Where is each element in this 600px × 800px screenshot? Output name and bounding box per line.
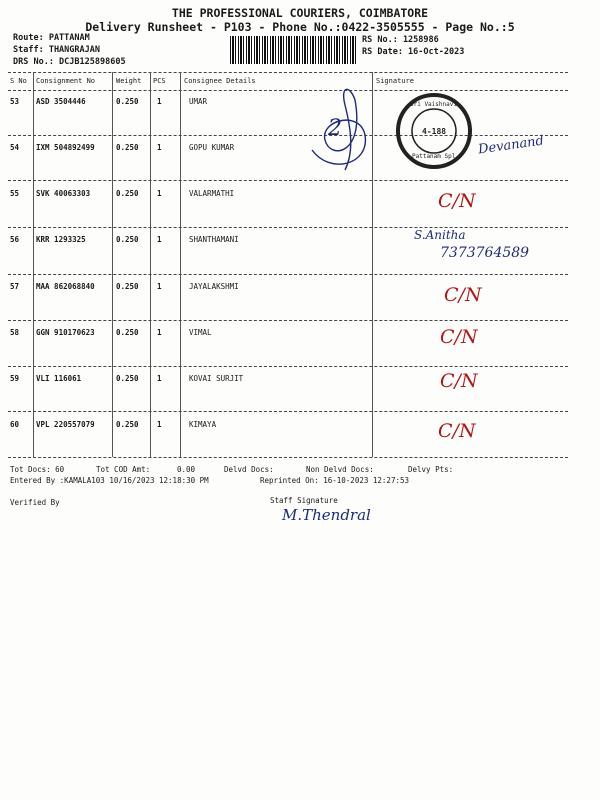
- column-header-consignment: Consignment No: [36, 77, 96, 85]
- row-weight: 0.250: [116, 189, 139, 198]
- row-divider: [8, 227, 568, 228]
- row-pcs: 1: [157, 374, 162, 383]
- row-consignee: KOVAI SURJIT: [189, 374, 244, 383]
- page-subtitle: Delivery Runsheet - P103 - Phone No.:0422-3505555 - Page No.:5: [85, 20, 515, 34]
- handwritten-phone-row56: 7373764589: [440, 245, 530, 261]
- total-docs: Tot Docs: 60: [10, 465, 65, 474]
- row-sno: 58: [10, 328, 20, 337]
- row-weight: 0.250: [116, 97, 139, 106]
- row-weight: 0.250: [116, 143, 139, 152]
- row-consignment: VPL 220557079: [36, 420, 95, 429]
- row-weight: 0.250: [116, 235, 139, 244]
- handwritten-circled-number: 2: [328, 116, 342, 141]
- row-pcs: 1: [157, 328, 162, 337]
- cn-mark-row55: C/N: [438, 190, 476, 212]
- row-divider: [8, 320, 568, 321]
- rs-date: RS Date: 16-Oct-2023: [362, 47, 465, 57]
- staff-signature-handwritten: M.Thendral: [282, 506, 371, 524]
- handwritten-name-row56: S.Anitha: [414, 228, 466, 242]
- total-cod-value: 0.00: [177, 465, 196, 474]
- row-weight: 0.250: [116, 374, 139, 383]
- row-weight: 0.250: [116, 328, 139, 337]
- row-sno: 59: [10, 374, 20, 383]
- row-sno: 54: [10, 143, 20, 152]
- reprinted-on: Reprinted On: 16-10-2023 12:27:53: [260, 476, 410, 485]
- row-consignee: KIMAYA: [189, 420, 217, 429]
- row-sno: 60: [10, 420, 20, 429]
- stamp-text-bottom: Pattanam Spl: [412, 153, 456, 160]
- row-pcs: 1: [157, 420, 162, 429]
- row-pcs: 1: [157, 97, 162, 106]
- staff-signature-label: Staff Signature: [270, 496, 338, 505]
- handwritten-signature-row54: Devanand: [477, 133, 545, 158]
- barcode-image: [230, 36, 358, 64]
- page-title: THE PROFESSIONAL COURIERS, COIMBATORE: [171, 6, 429, 20]
- table-top-rule: [8, 72, 568, 73]
- row-consignee: GOPU KUMAR: [189, 143, 235, 152]
- total-cod-label: Tot COD Amt:: [96, 465, 151, 474]
- column-header-signature: Signature: [376, 77, 414, 85]
- table-header-rule: [8, 90, 568, 91]
- column-header-weight: Weight: [116, 77, 142, 85]
- row-weight: 0.250: [116, 420, 139, 429]
- rs-number: RS No.: 1258986: [362, 35, 439, 45]
- delivered-docs: Delvd Docs:: [224, 465, 274, 474]
- row-consignment: ASD 3504446: [36, 97, 86, 106]
- row-consignment: SVK 40063303: [36, 189, 91, 198]
- column-divider: [180, 72, 181, 457]
- drs-number: DRS No.: DCJB125898605: [13, 57, 126, 67]
- row-consignee: SHANTHAMANI: [189, 235, 239, 244]
- column-header-consignee: Consignee Details: [184, 77, 256, 85]
- row-consignee: VALARMATHI: [189, 189, 235, 198]
- row-consignee: VIMAL: [189, 328, 212, 337]
- row-weight: 0.250: [116, 282, 139, 291]
- staff-label: Staff: THANGRAJAN: [13, 45, 100, 55]
- row-consignment: KRR 1293325: [36, 235, 86, 244]
- row-pcs: 1: [157, 189, 162, 198]
- row-consignment: GGN 910170623: [36, 328, 95, 337]
- row-divider: [8, 366, 568, 367]
- row-pcs: 1: [157, 143, 162, 152]
- row-consignment: MAA 862068840: [36, 282, 95, 291]
- row-divider: [8, 274, 568, 275]
- column-divider: [150, 72, 151, 457]
- cn-mark-row58: C/N: [440, 326, 478, 348]
- cn-mark-row59: C/N: [440, 370, 478, 392]
- row-consignment: IXM 504892499: [36, 143, 95, 152]
- stamp-text-top: Sri Vaishnavi: [410, 101, 457, 108]
- row-consignment: VLI 116061: [36, 374, 82, 383]
- column-divider: [112, 72, 113, 457]
- table-bottom-rule: [8, 457, 568, 458]
- entered-by: Entered By :KAMALA103 10/16/2023 12:18:30 PM: [10, 476, 209, 485]
- column-divider: [33, 72, 34, 457]
- row-sno: 53: [10, 97, 20, 106]
- column-header-pcs: PCS: [153, 77, 166, 85]
- row-divider: [8, 135, 568, 136]
- row-divider: [8, 411, 568, 412]
- row-pcs: 1: [157, 235, 162, 244]
- row-sno: 56: [10, 235, 20, 244]
- non-delivered-docs: Non Delvd Docs:: [306, 465, 374, 474]
- row-consignee: UMAR: [189, 97, 208, 106]
- row-sno: 55: [10, 189, 20, 198]
- cn-mark-row60: C/N: [438, 420, 476, 442]
- delivery-points: Delvy Pts:: [408, 465, 454, 474]
- row-divider: [8, 180, 568, 181]
- row-consignee: JAYALAKSHMI: [189, 282, 239, 291]
- row-pcs: 1: [157, 282, 162, 291]
- verified-by: Verified By: [10, 498, 60, 507]
- route-label: Route: PATTANAM: [13, 33, 90, 43]
- row-sno: 57: [10, 282, 20, 291]
- stamp-text-center: 4-188: [422, 127, 447, 136]
- column-header-sno: S No: [10, 77, 27, 85]
- cn-mark-row57: C/N: [444, 284, 482, 306]
